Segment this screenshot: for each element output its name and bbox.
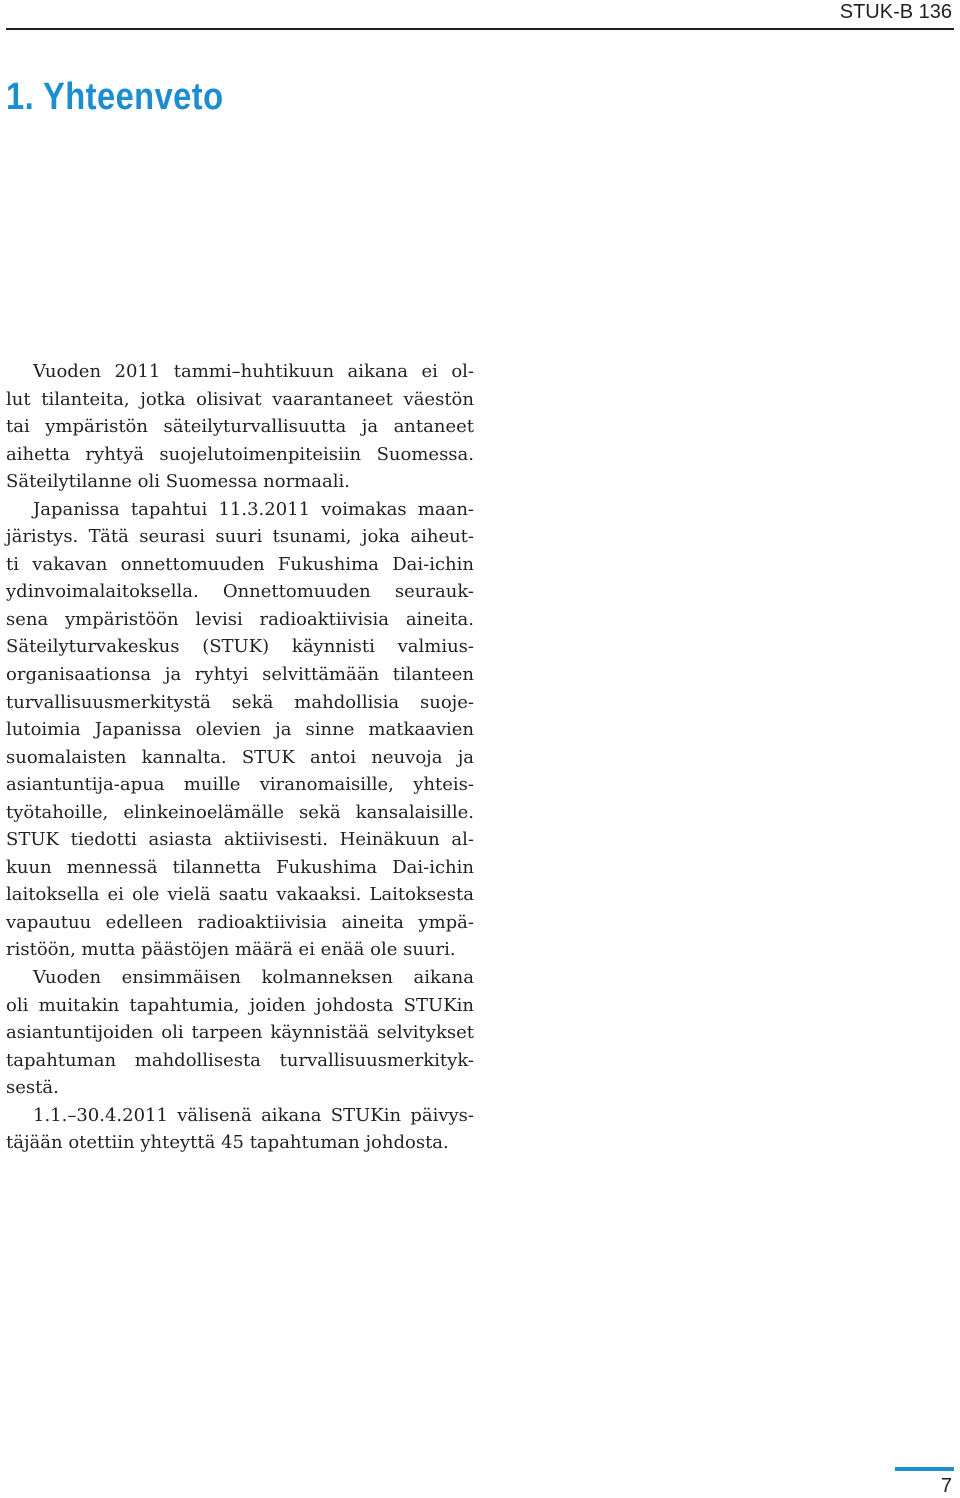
series-label: STUK-B 136 xyxy=(839,1,952,23)
text-line: 1.1.–30.4.2011 välisenä aikana STUKin päivys- xyxy=(33,1104,474,1126)
body-text xyxy=(6,358,474,1157)
text-line: järistys. Tätä seurasi suuri tsunami, joka aiheut- xyxy=(6,526,474,548)
text-line: kuun mennessä tilannetta Fukushima Dai-ichin xyxy=(6,856,474,878)
text-line: STUK tiedotti asiasta aktiivisesti. Heinäkuun al- xyxy=(6,829,474,851)
text-line: laitoksella ei ole vielä saatu vakaaksi. Laitoksesta xyxy=(6,884,474,906)
page-number: 7 xyxy=(940,1475,952,1497)
text-line: Japanissa tapahtui 11.3.2011 voimakas maan- xyxy=(33,498,474,520)
chapter-title: 1. Yhteenveto xyxy=(6,76,224,118)
text-line: vapautuu edelleen radioaktiivisia aineita ympä- xyxy=(6,911,474,933)
text-line: sestä. xyxy=(6,1077,59,1099)
text-line: Vuoden ensimmäisen kolmanneksen aikana xyxy=(33,967,474,989)
text-line: ristöön, mutta päästöjen määrä ei enää ole suuri. xyxy=(6,939,456,961)
text-line: oli muitakin tapahtumia, joiden johdosta STUKin xyxy=(6,994,474,1016)
text-line: suomalaisten kannalta. STUK antoi neuvoja ja xyxy=(6,746,474,768)
text-line: asiantuntijoiden oli tarpeen käynnistää selvitykset xyxy=(6,1022,474,1044)
text-line: työtahoille, elinkeinoelämälle sekä kansalaisille. xyxy=(6,801,474,823)
text-line: turvallisuusmerkitystä sekä mahdollisia suoje- xyxy=(6,691,474,713)
text-line: Säteilytilanne oli Suomessa normaali. xyxy=(6,471,350,493)
header-rule xyxy=(6,28,954,30)
text-line: Vuoden 2011 tammi–huhtikuun aikana ei ol- xyxy=(33,361,474,382)
text-line: lut tilanteita, jotka olisivat vaarantaneet väestön xyxy=(6,388,474,410)
text-line: tapahtuman mahdollisesta turvallisuusmerkityk- xyxy=(6,1049,474,1071)
text-line: asiantuntija-apua muille viranomaisille, yhteis- xyxy=(6,774,474,796)
text-line: aihetta ryhtyä suojelutoimenpiteisiin Suomessa. xyxy=(6,443,474,465)
text-line: lutoimia Japanissa olevien ja sinne matkaavien xyxy=(6,719,474,741)
text-line: Säteilyturvakeskus (STUK) käynnisti valmius- xyxy=(6,636,474,658)
text-line: sena ympäristöön levisi radioaktiivisia aineita. xyxy=(6,608,474,630)
text-line: tai ympäristön säteilyturvallisuutta ja antaneet xyxy=(6,416,474,438)
text-line: ti vakavan onnettomuuden Fukushima Dai-ichin xyxy=(6,553,474,575)
footer-rule xyxy=(895,1467,954,1471)
text-line: organisaationsa ja ryhtyi selvittämään tilanteen xyxy=(6,664,474,686)
text-line: ydinvoimalaitoksella. Onnettomuuden seurauk- xyxy=(6,581,474,603)
text-line: täjään otettiin yhteyttä 45 tapahtuman johdosta. xyxy=(6,1132,449,1154)
